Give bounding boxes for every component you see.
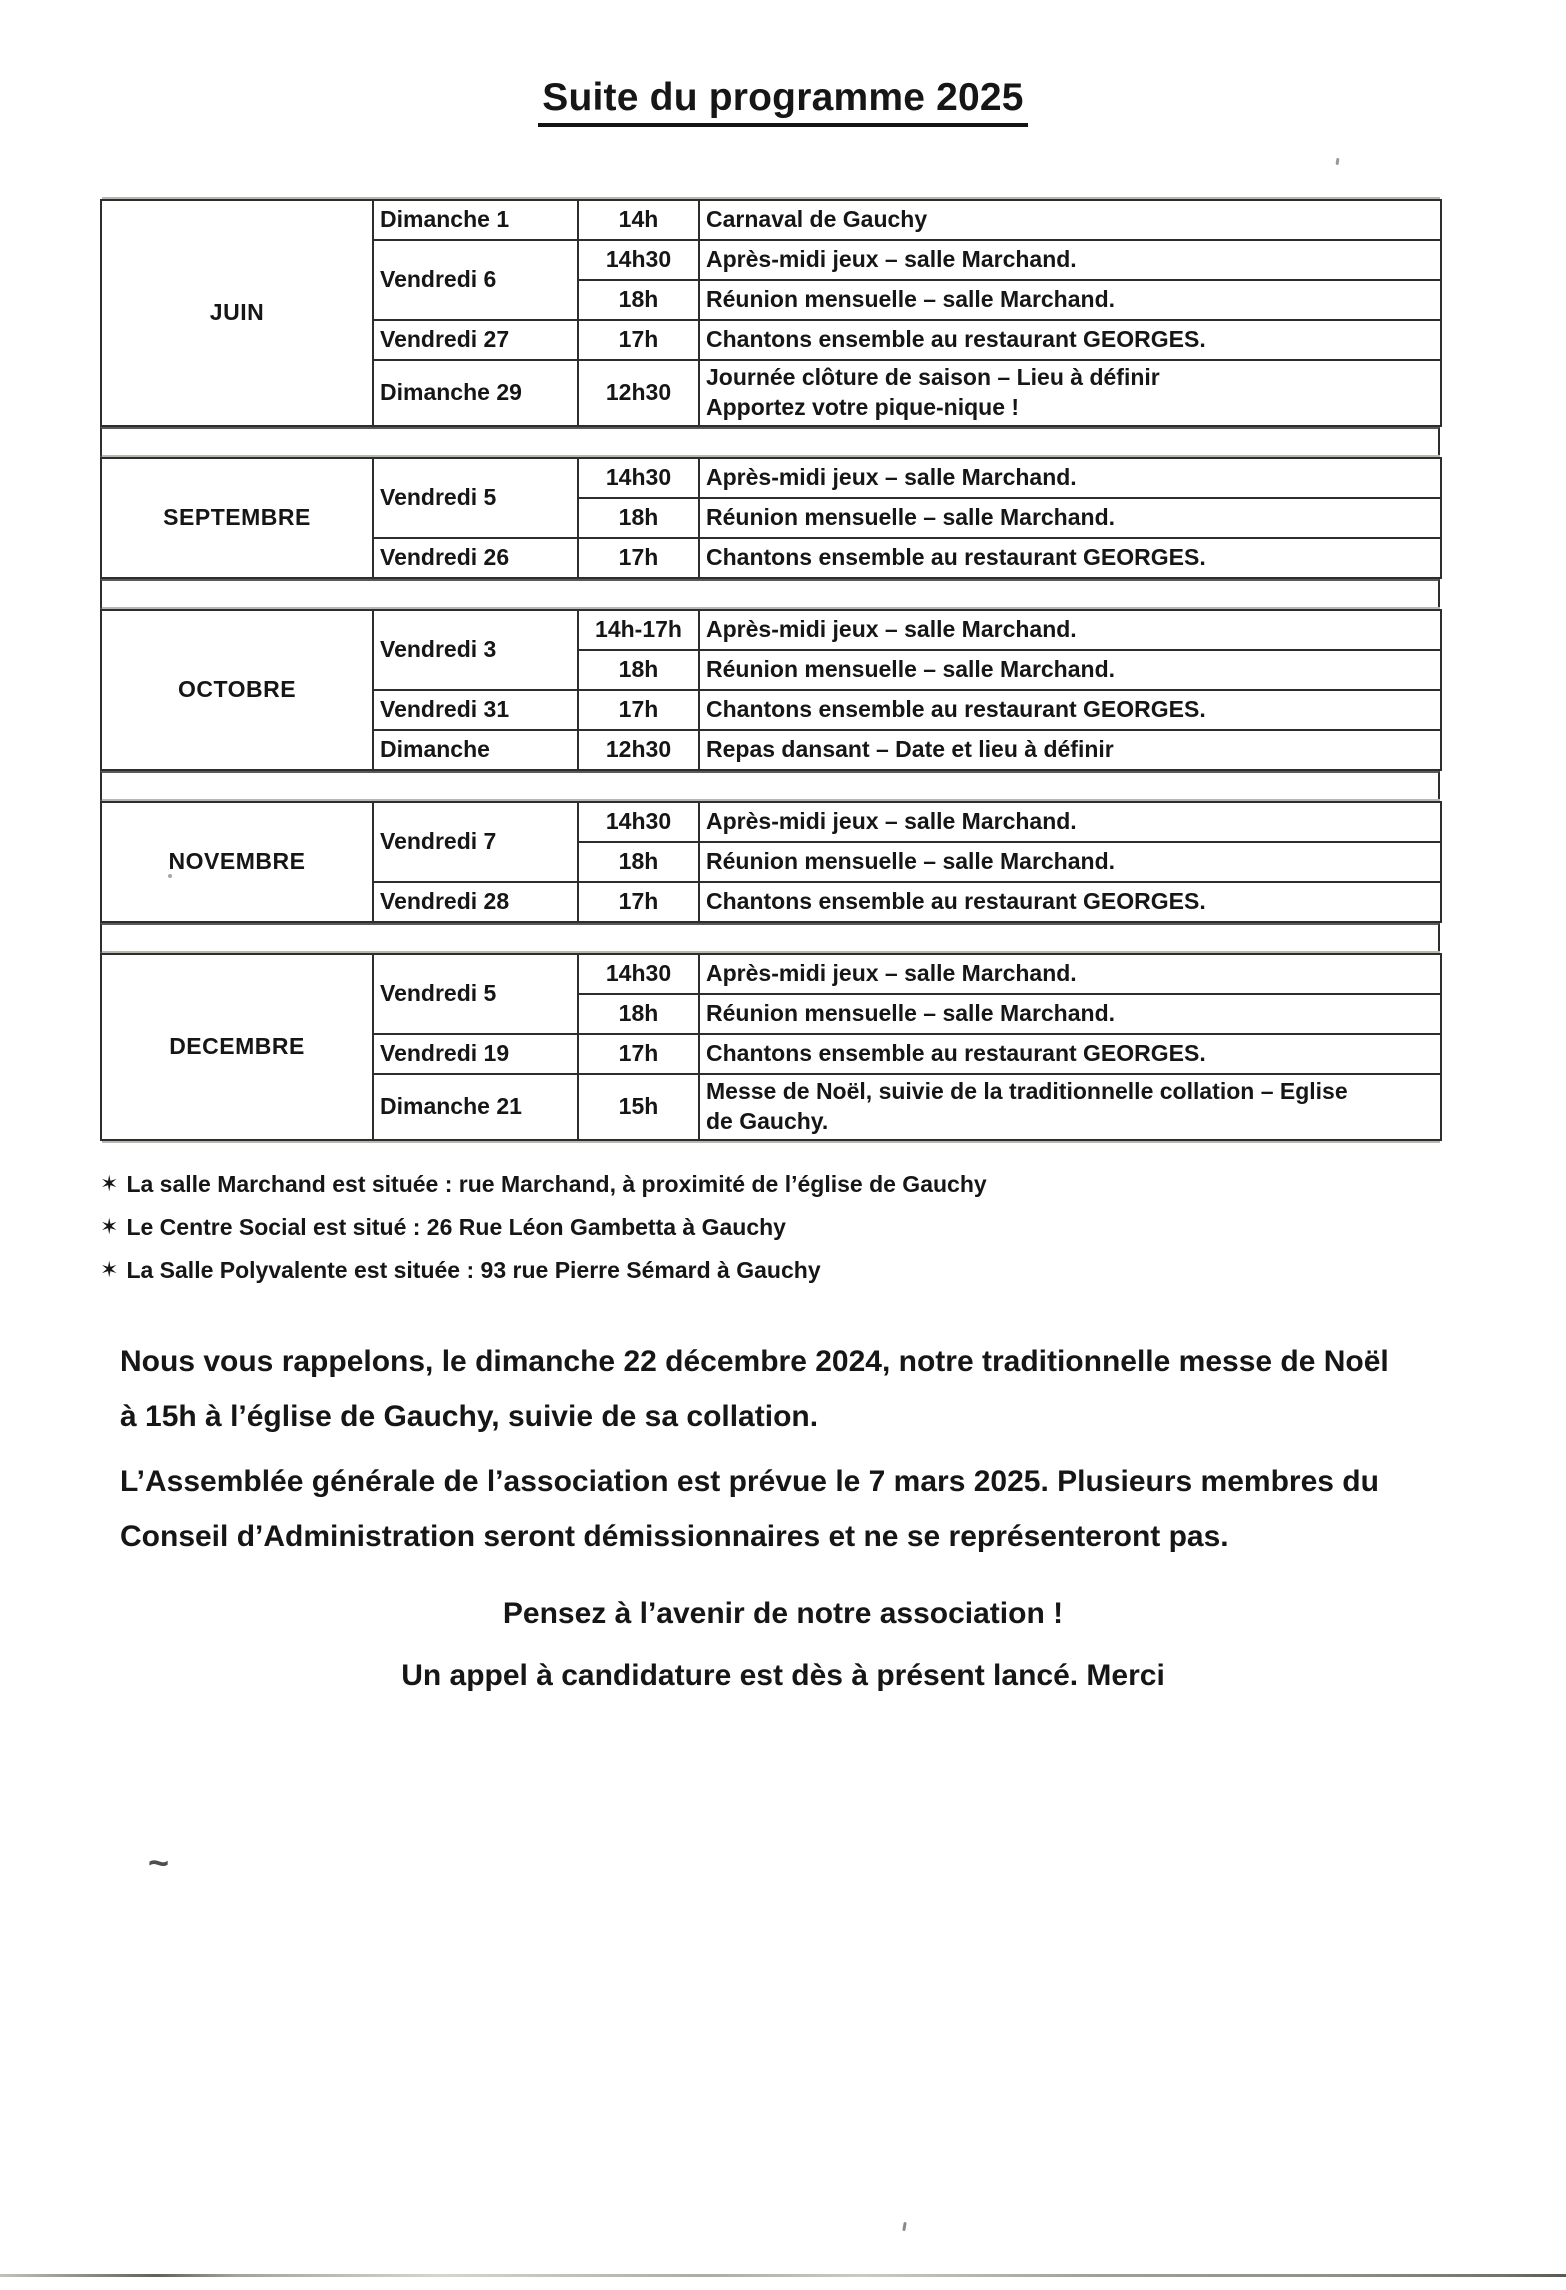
day-cell: Dimanche [373,730,578,770]
pencil-tilde-mark: ~ [148,1842,170,1883]
month-cell: DECEMBRE [101,954,373,1140]
day-cell: Vendredi 28 [373,882,578,922]
time-cell: 17h [578,1034,699,1074]
table-row [101,458,1441,498]
activity-cell [699,650,1441,690]
time-cell: 12h30 [578,360,699,426]
time-cell: 14h-17h [578,610,699,650]
month-cell: SEPTEMBRE [101,458,373,578]
activity-cell [699,1074,1441,1140]
activity-cell [699,360,1441,426]
activity-line: Chantons ensemble au restaurant GEORGES. [706,695,1206,722]
page-title [0,76,1566,127]
activity-line: Journée clôture de saison – Lieu à définir [706,364,1160,390]
note-text: Le Centre Social est situé : 26 Rue Léon Gambetta à Gauchy [126,1213,786,1240]
time-cell: 18h [578,994,699,1034]
activity-line: Après-midi jeux – salle Marchand. [706,463,1077,490]
activity-cell [699,240,1441,280]
day-cell: Vendredi 19 [373,1034,578,1074]
day-cell: Vendredi 5 [373,954,578,1034]
month-table-juin [100,199,1442,427]
activity-line: Carnaval de Gauchy [706,206,928,233]
month-table-septembre [100,457,1442,579]
activity-line: Chantons ensemble au restaurant GEORGES. [706,1039,1206,1066]
paragraph-reminder [120,1334,1465,1444]
month-cell: JUIN [101,200,373,426]
asterisk-icon: ✶ [100,1170,119,1196]
time-cell: 18h [578,650,699,690]
body-text [120,1334,1465,1564]
paragraph-line: à 15h à l’église de Gauchy, suivie de sa collation. [120,1399,819,1433]
table-gap-band [100,579,1440,609]
activity-cell [699,320,1441,360]
time-cell: 12h30 [578,730,699,770]
activity-line: Réunion mensuelle – salle Marchand. [706,503,1116,530]
program-schedule-table [100,199,1440,1141]
table-gap-band [100,427,1440,457]
scan-speck [168,874,172,878]
time-cell: 14h30 [578,802,699,842]
activity-cell [699,458,1441,498]
time-cell: 14h30 [578,954,699,994]
activity-line: Chantons ensemble au restaurant GEORGES. [706,543,1206,570]
day-cell: Dimanche 29 [373,360,578,426]
scan-speck [902,2222,907,2231]
day-cell: Vendredi 5 [373,458,578,538]
time-cell: 17h [578,538,699,578]
paragraph-assembly [120,1454,1465,1564]
activity-line: Chantons ensemble au restaurant GEORGES. [706,887,1206,914]
activity-line: Messe de Noël, suivie de la traditionnelle collation – Eglise [706,1077,1348,1104]
paragraph-line: L’Assemblée générale de l’association est prévue le 7 mars 2025. Plusieurs membres du [120,1464,1379,1498]
activity-cell [699,610,1441,650]
activity-cell [699,802,1441,842]
page-title-text: Suite du programme 2025 [538,76,1027,127]
activity-cell [699,842,1441,882]
table-gap-band [100,923,1440,953]
closing-lines [0,1594,1566,1696]
time-cell: 14h [578,200,699,240]
time-cell: 18h [578,842,699,882]
activity-line: de Gauchy. [706,1107,829,1134]
time-cell: 18h [578,280,699,320]
time-cell: 14h30 [578,240,699,280]
note-item [100,1255,1566,1286]
day-cell: Vendredi 27 [373,320,578,360]
activity-cell [699,994,1441,1034]
table-row [101,610,1441,650]
time-cell: 17h [578,882,699,922]
month-table-decembre [100,953,1442,1141]
activity-line: Réunion mensuelle – salle Marchand. [706,847,1116,874]
note-text: La Salle Polyvalente est située : 93 rue Pierre Sémard à Gauchy [126,1256,821,1283]
table-row [101,200,1441,240]
activity-line: Après-midi jeux – salle Marchand. [706,615,1077,642]
table-row [101,954,1441,994]
day-cell: Vendredi 3 [373,610,578,690]
day-cell: Dimanche 1 [373,200,578,240]
paragraph-line: Nous vous rappelons, le dimanche 22 décembre 2024, notre traditionnelle messe de Noël [120,1344,1389,1378]
month-table-octobre [100,609,1442,771]
closing-line: Un appel à candidature est dès à présent lancé. Merci [401,1658,1165,1692]
activity-cell [699,280,1441,320]
activity-cell [699,954,1441,994]
month-table-novembre [100,801,1442,923]
asterisk-icon: ✶ [100,1256,119,1282]
day-cell: Vendredi 26 [373,538,578,578]
month-cell: OCTOBRE [101,610,373,770]
time-cell: 17h [578,690,699,730]
activity-cell [699,882,1441,922]
table-row [101,802,1441,842]
note-text: La salle Marchand est située : rue Marchand, à proximité de l’église de Gauchy [126,1170,987,1197]
activity-line: Chantons ensemble au restaurant GEORGES. [706,326,1206,353]
activity-cell [699,498,1441,538]
day-cell: Vendredi 31 [373,690,578,730]
time-cell: 14h30 [578,458,699,498]
note-item [100,1169,1566,1200]
time-cell: 17h [578,320,699,360]
day-cell: Dimanche 21 [373,1074,578,1140]
activity-cell [699,538,1441,578]
closing-line: Pensez à l’avenir de notre association ! [502,1596,1064,1630]
activity-cell [699,200,1441,240]
activity-line: Réunion mensuelle – salle Marchand. [706,655,1116,682]
activity-line: Après-midi jeux – salle Marchand. [706,246,1077,273]
day-cell: Vendredi 7 [373,802,578,882]
activity-line: Après-midi jeux – salle Marchand. [706,959,1077,986]
activity-line: Apportez votre pique-nique ! [706,393,1020,420]
scan-speck [1336,158,1340,165]
note-item [100,1212,1566,1243]
time-cell: 18h [578,498,699,538]
time-cell: 15h [578,1074,699,1140]
paragraph-line: Conseil d’Administration seront démissionnaires et ne se représenteront pas. [120,1519,1229,1553]
month-cell: NOVEMBRE [101,802,373,922]
activity-cell [699,1034,1441,1074]
activity-line: Réunion mensuelle – salle Marchand. [706,999,1116,1026]
table-gap-band [100,771,1440,801]
asterisk-icon: ✶ [100,1213,119,1239]
activity-cell [699,690,1441,730]
activity-line: Réunion mensuelle – salle Marchand. [706,286,1116,313]
day-cell: Vendredi 6 [373,240,578,320]
location-notes [100,1169,1566,1286]
scan-edge-line [0,2274,1566,2277]
activity-cell [699,730,1441,770]
activity-line: Repas dansant – Date et lieu à définir [706,735,1114,762]
activity-line: Après-midi jeux – salle Marchand. [706,807,1077,834]
